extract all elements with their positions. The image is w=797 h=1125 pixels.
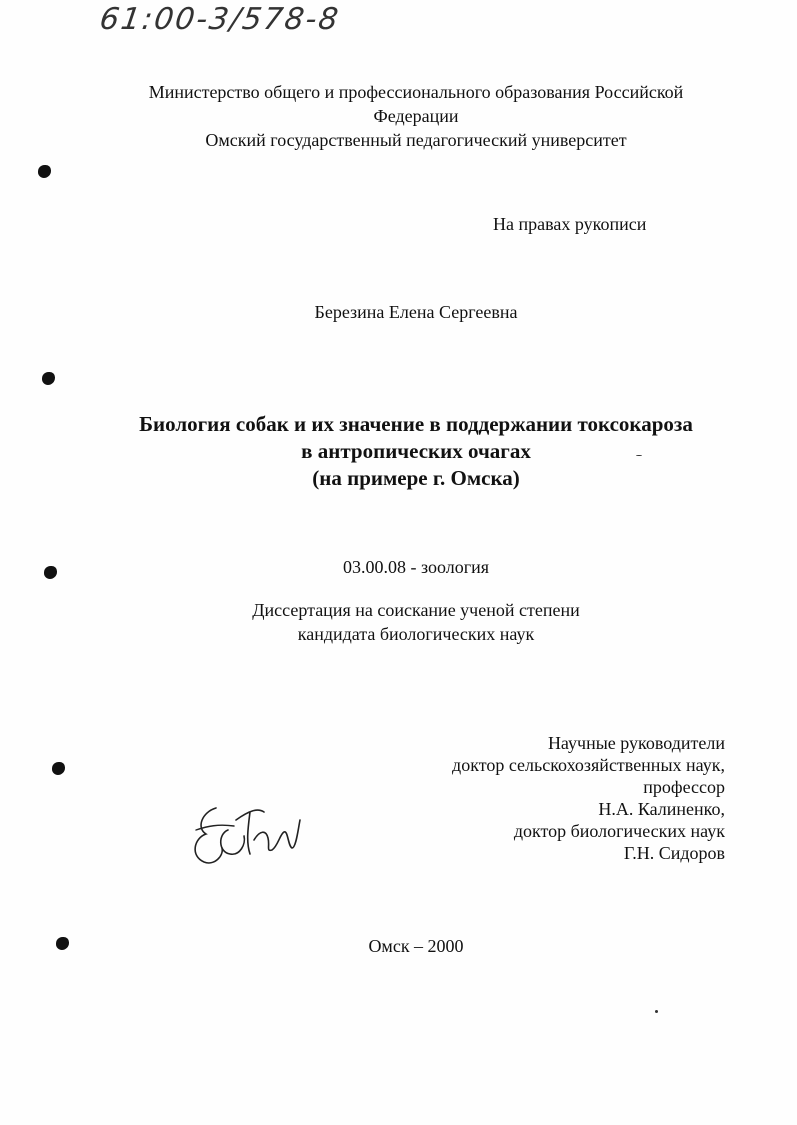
- author-name: Березина Елена Сергеевна: [314, 302, 518, 322]
- title-line: в антропических очагах: [301, 439, 531, 463]
- speck-mark: [655, 1010, 658, 1013]
- handwritten-signature: [188, 790, 308, 870]
- supervisor-line: доктор сельскохозяйственных наук,: [452, 755, 725, 775]
- binder-hole-mark: [42, 372, 55, 385]
- degree-line: Диссертация на соискание ученой степени: [252, 600, 580, 620]
- supervisors-heading: Научные руководители: [547, 733, 725, 753]
- ministry-line: Федерации: [373, 106, 459, 126]
- city-year: Омск – 2000: [368, 936, 464, 956]
- supervisor-line: доктор биологических наук: [513, 821, 725, 841]
- degree-line: кандидата биологических наук: [297, 624, 535, 644]
- specialty-code: 03.00.08 - зоология: [342, 557, 490, 577]
- university-line: Омский государственный педагогический университет: [205, 130, 627, 150]
- title-line: (на примере г. Омска): [312, 466, 520, 490]
- dissertation-title: [0, 411, 797, 492]
- supervisor-line: Н.А. Калиненко,: [598, 799, 725, 819]
- catalog-number: 61:00-3/578-8: [97, 2, 343, 37]
- supervisor-line: Г.Н. Сидоров: [623, 843, 725, 863]
- binder-hole-mark: [52, 762, 65, 775]
- title-line: Биология собак и их значение в поддержании токсокароза: [139, 412, 693, 436]
- binder-hole-mark: [38, 165, 51, 178]
- supervisors-block: [452, 732, 725, 864]
- supervisor-line: профессор: [643, 777, 725, 797]
- rights-note: На правах рукописи: [493, 214, 647, 234]
- ministry-line: Министерство общего и профессионального образования Российской: [148, 82, 684, 102]
- ministry-header: [0, 80, 797, 152]
- degree-statement: [0, 598, 797, 646]
